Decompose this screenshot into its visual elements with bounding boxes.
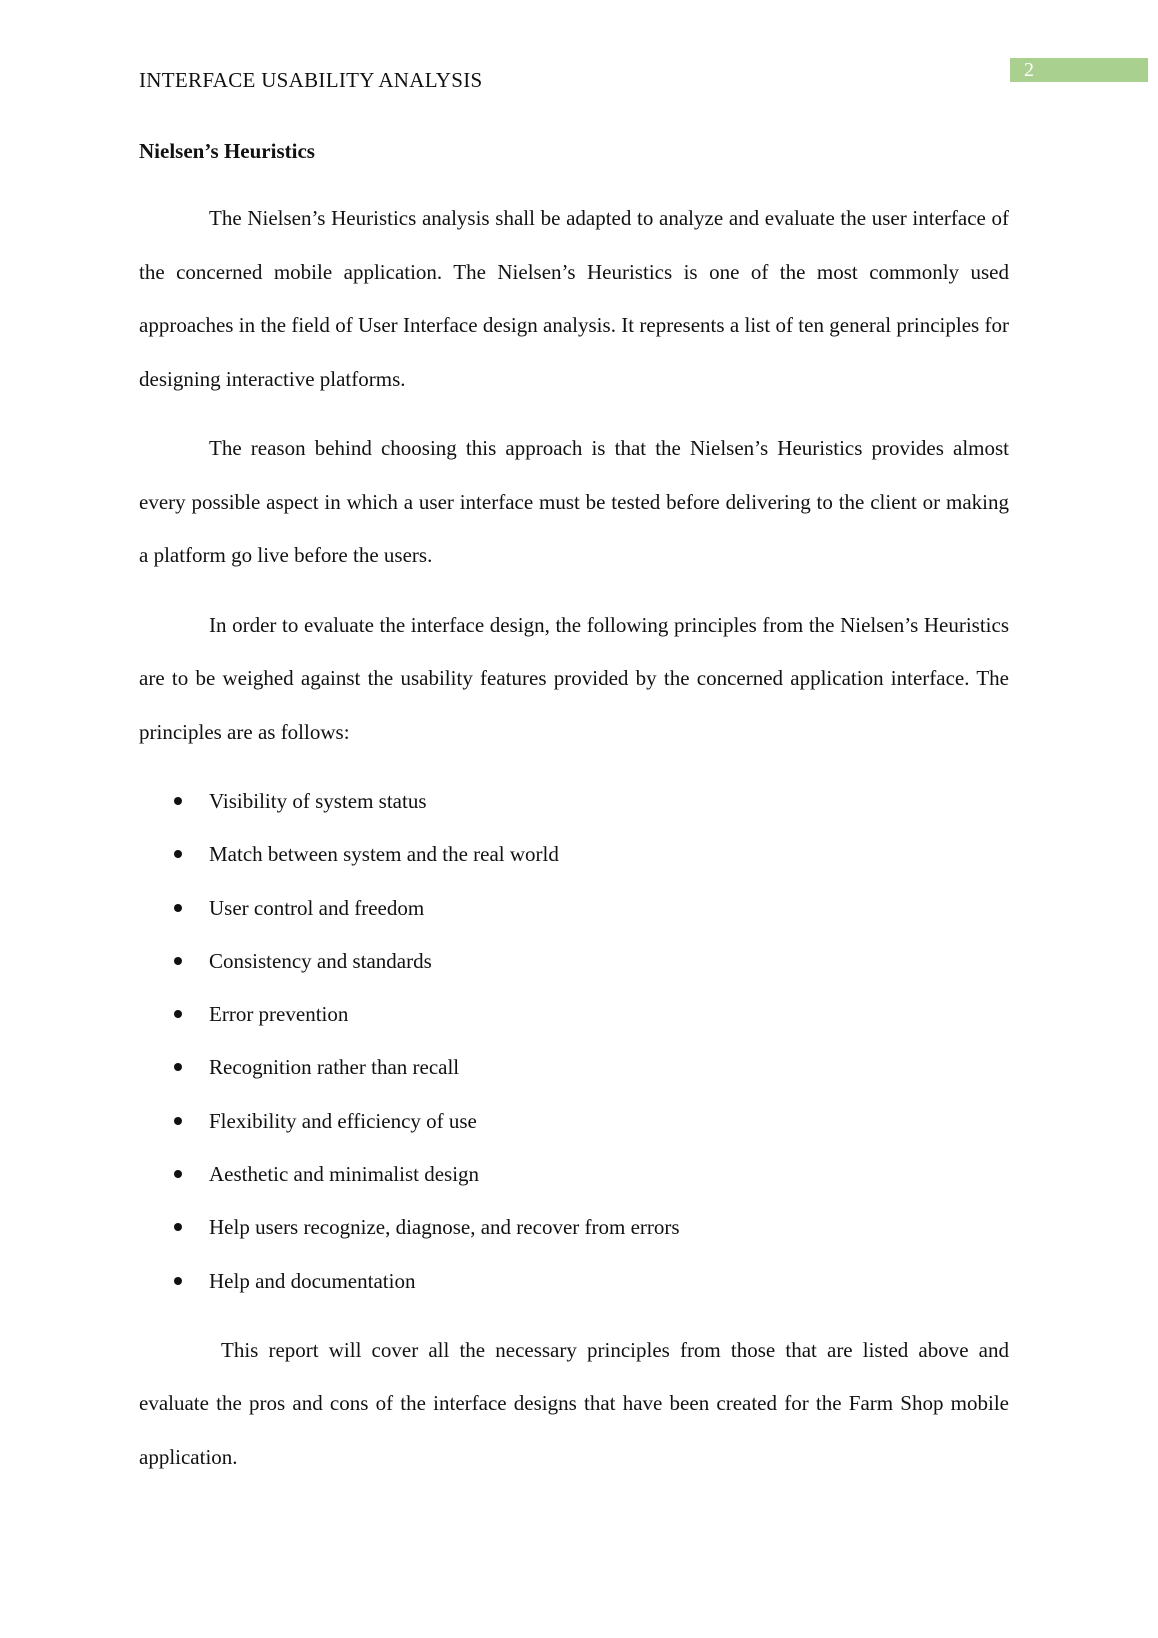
bullet-icon [174,904,182,912]
list-item-text: Recognition rather than recall [209,1055,460,1080]
list-item [139,935,1009,988]
bullet-icon [174,1063,182,1071]
list-item-text: Visibility of system status [209,789,427,813]
principles-list [139,775,1009,1308]
bullet-icon [174,1223,182,1231]
list-item [139,775,1009,828]
list-item-text: Consistency and standards [209,948,432,973]
bullet-icon [174,797,182,805]
paragraph-intro: The Nielsen’s Heuristics analysis shall be adapted to analyze and evaluate the user interface of the concerned mobile application. The Nielsen’s Heuristics is one of the most commonly used approaches in the field of User Interface design analysis. It represents a list of ten general principles for designing interactive platforms. [139,206,1009,391]
running-head: INTERFACE USABILITY ANALYSIS [139,68,483,92]
list-item [139,882,1009,935]
list-item-text: User control and freedom [209,895,425,920]
list-item-text: Help users recognize, diagnose, and recover from errors [209,1215,680,1240]
list-item [139,1095,1009,1148]
bullet-icon [174,1170,182,1178]
list-item [139,1148,1009,1201]
bullet-icon [174,957,182,965]
list-item-text: Match between system and the real world [209,842,559,867]
bullet-icon [174,1117,182,1125]
list-item-text: Flexibility and efficiency of use [209,1108,477,1133]
bullet-icon [174,1010,182,1018]
document-body [139,134,1009,1500]
paragraph-reason: The reason behind choosing this approach is that the Nielsen’s Heuristics provides almost every possible aspect in which a user interface must be tested before delivering to the client or making a platform go live before the users. [139,436,1009,567]
list-item [139,1255,1009,1308]
section-heading: Nielsen’s Heuristics [139,139,315,163]
list-item [139,828,1009,881]
list-item-text: Error prevention [209,1002,349,1027]
list-item [139,1041,1009,1094]
bullet-icon [174,1277,182,1285]
bullet-icon [174,850,182,858]
list-item [139,1201,1009,1254]
paragraph-evaluation: In order to evaluate the interface design, the following principles from the Nielsen’s Heuristics are to be weighed against the usability features provided by the concerned application interface. The principles are as follows: [139,612,1009,744]
list-item [139,988,1009,1041]
list-item-text: Help and documentation [209,1268,416,1293]
page-number: 2 [1010,58,1148,82]
paragraph-closing: This report will cover all the necessary principles from those that are listed above and evaluate the pros and cons of the interface designs that have been created for the Farm Shop mobile application. [139,1337,1009,1469]
list-item-text: Aesthetic and minimalist design [209,1162,480,1187]
